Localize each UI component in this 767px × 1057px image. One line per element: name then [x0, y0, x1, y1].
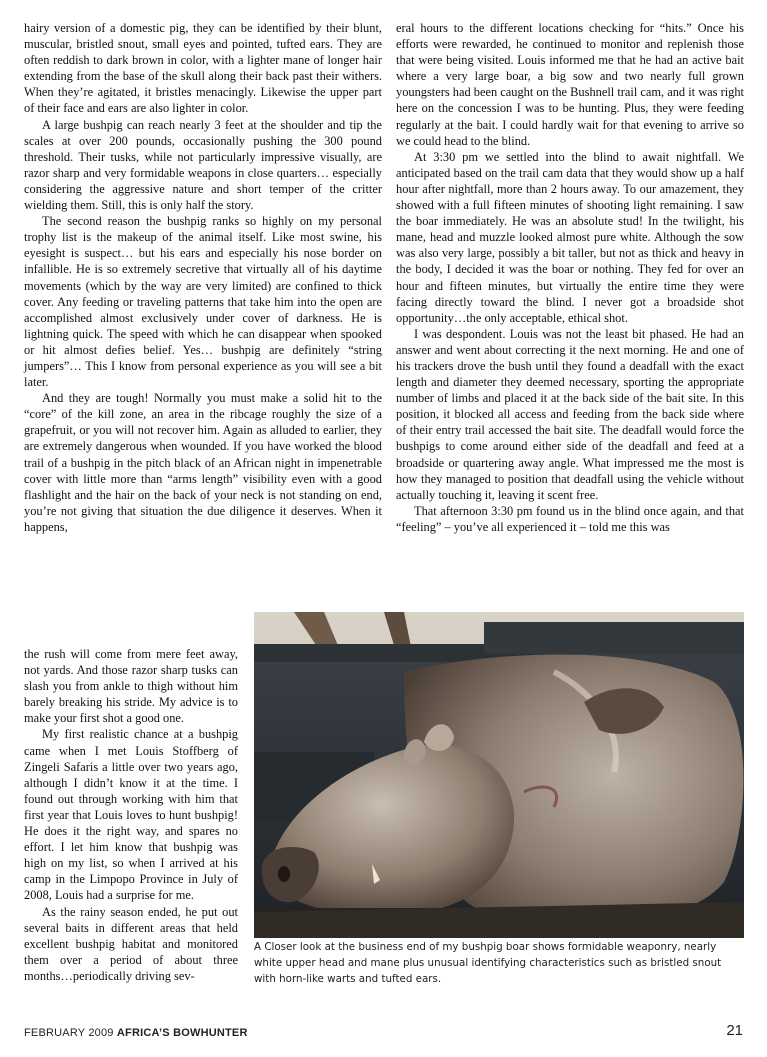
bushpig-photo-illustration [254, 612, 744, 938]
footer-publication [24, 1027, 248, 1039]
paragraph: At 3:30 pm we settled into the blind to await nightfall. We anticipated based on the trail cam data that they would show up a half hour after nightfall, more than 2 hours away. To our amazement, they showed with a full fifteen minutes of shooting light remaining. I saw the boar immediately. He was an absolute stud! In the twilight, his mane, head and muzzle looked almost pure white. Although the sow was also very large, possibly a bit taller, but not as thick and heavy in the body, I decided it was the boar or nothing. They fed for over an hour and fifteen minutes, but virtually the entire time they were facing directly toward the blind. I never got a broadside shot opportunity…the only acceptable, ethical shot. [396, 149, 744, 325]
paragraph: the rush will come from mere feet away, not yards. And those razor sharp tusks can slash you from ankle to thigh without him barely breaking his stride. My advice is to make your first shot a good one. [24, 647, 238, 726]
paragraph: I was despondent. Louis was not the least bit phased. He had an answer and went about correcting it the next morning. He and one of his trackers drove the bush until they found a deadfall with the exact length and diameter they deemed necessary, sporting the appropriate number of limbs and placed it at the back side of the bait site. In this position, it blocked all access and feeding from the back side where of their entry trail accessed the bait site. The deadfall would force the bushpigs to come around either side of the deadfall and feed at a broadside or quartering away angle. What impressed me the most is how they managed to position that deadfall using the vehicle without actually touching it, leaving it scent free. [396, 326, 744, 502]
article-column-right [396, 20, 744, 535]
article-column-left-bottom [24, 646, 238, 984]
footer-date: FEBRUARY 2009 [24, 1027, 114, 1039]
bushpig-photo [254, 612, 744, 938]
paragraph: The second reason the bushpig ranks so highly on my personal trophy list is the makeup of the animal itself. Like most swine, his eyesight is suspect… but his ears and especially his nose border on infallible. He is so extremely secretive that virtually all of his daytime movements (which by the way are very limited) are confined to thick cover. Any feeding or traveling patterns that take him into the open are accomplished almost exclusively under cover of darkness. He is lightning quick. The speed with which he can disappear when spooked or hit almost defies belief. Yes… bushpig are definitely “string jumpers”… This I know from personal experience as you will see a bit later. [24, 214, 382, 390]
photo-caption: A Closer look at the business end of my bushpig boar shows formidable weaponry, nearly white upper head and mane plus unusual identifying characteristics such as bristled snout with horn-like warts and tufted ears. [254, 941, 722, 985]
article-column-left-top [24, 20, 382, 535]
paragraph: That afternoon 3:30 pm found us in the blind once again, and that “feeling” – you’ve all experienced it – told me this was [396, 503, 744, 534]
paragraph: And they are tough! Normally you must make a solid hit to the “core” of the kill zone, an area in the ribcage roughly the size of a grapefruit, or you will not recover him. Again as alluded to earlier, they are extremely dangerous when wounded. If you have worked the blood trail of a bushpig in the pitch black of an African night in impenetrable cover with little more than “arms length” visibility even with a good flashlight and the hair on the back of your neck is not standing on end, you’re not giving that situation the due diligence it deserves. When it happens, [24, 391, 382, 534]
footer-magazine-name: AFRICA’S BOWHUNTER [116, 1027, 248, 1039]
paragraph: A large bushpig can reach nearly 3 feet at the shoulder and tip the scales at over 200 pounds, occasionally pushing the 300 pound threshold. Their tusks, while not particularly impressive visually, are razor sharp and very formidable weapons in close quarters… especially considering the aggressive nature and short temper of the critter wielding them. Still, this is only half the story. [24, 117, 382, 213]
paragraph: hairy version of a domestic pig, they can be identified by their blunt, muscular, bristled snout, small eyes and pointed, tufted ears. They are often reddish to dark brown in color, with a lighter mane of longer hair extending from the base of the skull along their back past their withers. When they’re agitated, it bristles menacingly. Likewise the upper part of their face and ears are also lighter in color. [24, 21, 382, 116]
page-number: 21 [726, 1022, 743, 1039]
paragraph: As the rainy season ended, he put out several baits in different areas that held excellent bushpig habitat and monitored them over a period of about three months…periodically driving sev- [24, 904, 238, 983]
paragraph: My first realistic chance at a bushpig came when I met Louis Stoffberg of Zingeli Safaris a little over two years ago, although I didn’t know it at the time. I found out through working with him that first year that Louis loves to hunt bushpig! He does it the right way, and spares no effort. I let him know that bushpig was high on my list, so when I arrived at his camp in the Limpopo Province in July of 2008, Louis had a surprise for me. [24, 727, 238, 903]
paragraph: eral hours to the different locations checking for “hits.” Once his efforts were rewarded, he continued to monitor and replenish those that were being visited. Louis informed me that he had an active bait where a very large boar, a big sow and two nearly full grown youngsters had been caught on the Bushnell trail cam, and it was right here on the concession I was to be hunting. Plus, they were feeding regularly at the bait. I could hardly wait for that evening to arrive so we could head to the blind. [396, 21, 744, 148]
